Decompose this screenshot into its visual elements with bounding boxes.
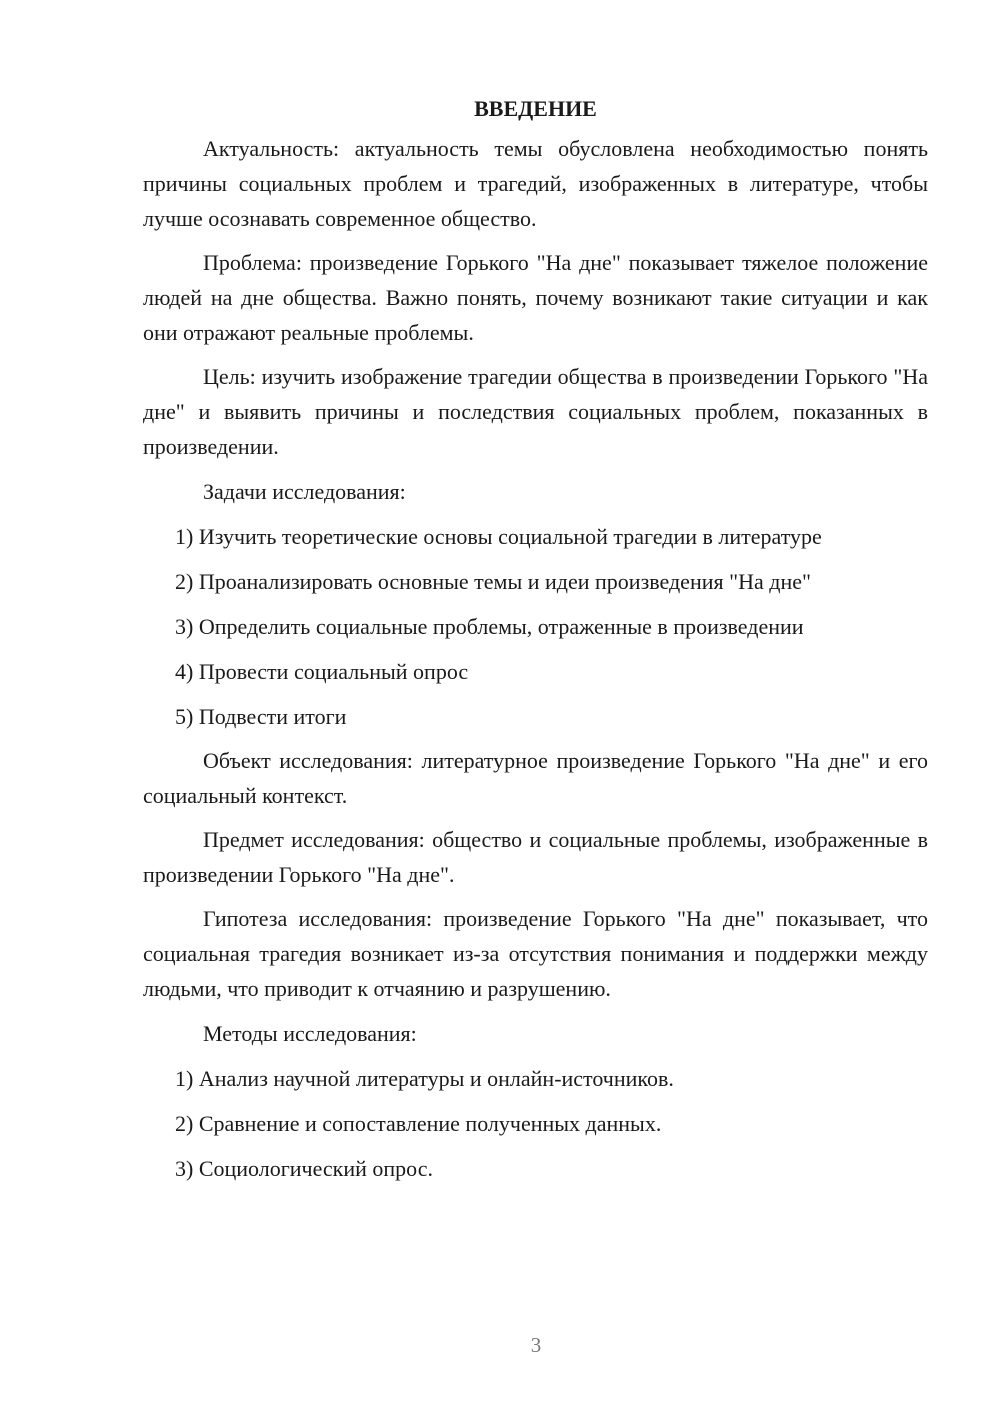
- hypothesis-paragraph: Гипотеза исследования: произведение Горького "На дне" показывает, что социальная трагедия возникает из-за отсутствия понимания и поддержки между людьми, что приводит к отчаянию и разрушению.: [143, 906, 928, 1001]
- task-item: 5) Подвести итоги: [175, 704, 347, 729]
- goal-paragraph: Цель: изучить изображение трагедии общества в произведении Горького "На дне" и выявить причины и последствия социальных проблем, показанных в произведении.: [143, 364, 928, 459]
- task-item: 2) Проанализировать основные темы и идеи произведения "На дне": [175, 569, 811, 594]
- method-item: 3) Социологический опрос.: [175, 1156, 433, 1181]
- page-number: 3: [530, 1333, 542, 1357]
- tasks-heading: Задачи исследования:: [203, 479, 406, 504]
- task-item: 1) Изучить теоретические основы социальной трагедии в литературе: [175, 524, 822, 549]
- page-content: [143, 91, 928, 1186]
- methods-list: [143, 1051, 928, 1186]
- section-title: ВВЕДЕНИЕ: [474, 96, 597, 121]
- subject-paragraph: Предмет исследования: общество и социальные проблемы, изображенные в произведении Горького "На дне".: [143, 827, 928, 887]
- relevance-paragraph: Актуальность: актуальность темы обусловлена необходимостью понять причины социальных проблем и трагедий, изображенных в литературе, чтобы лучше осознавать современное общество.: [143, 136, 928, 231]
- task-item: 4) Провести социальный опрос: [175, 659, 469, 684]
- method-item: 1) Анализ научной литературы и онлайн-источников.: [175, 1066, 674, 1091]
- problem-paragraph: Проблема: произведение Горького "На дне" показывает тяжелое положение людей на дне общества. Важно понять, почему возникают такие ситуации и как они отражают реальные проблемы.: [143, 250, 928, 345]
- methods-heading: Методы исследования:: [203, 1021, 417, 1046]
- task-item: 3) Определить социальные проблемы, отраженные в произведении: [175, 614, 804, 639]
- tasks-list: [143, 509, 928, 734]
- object-paragraph: Объект исследования: литературное произведение Горького "На дне" и его социальный контекст.: [143, 748, 928, 808]
- method-item: 2) Сравнение и сопоставление полученных данных.: [175, 1111, 662, 1136]
